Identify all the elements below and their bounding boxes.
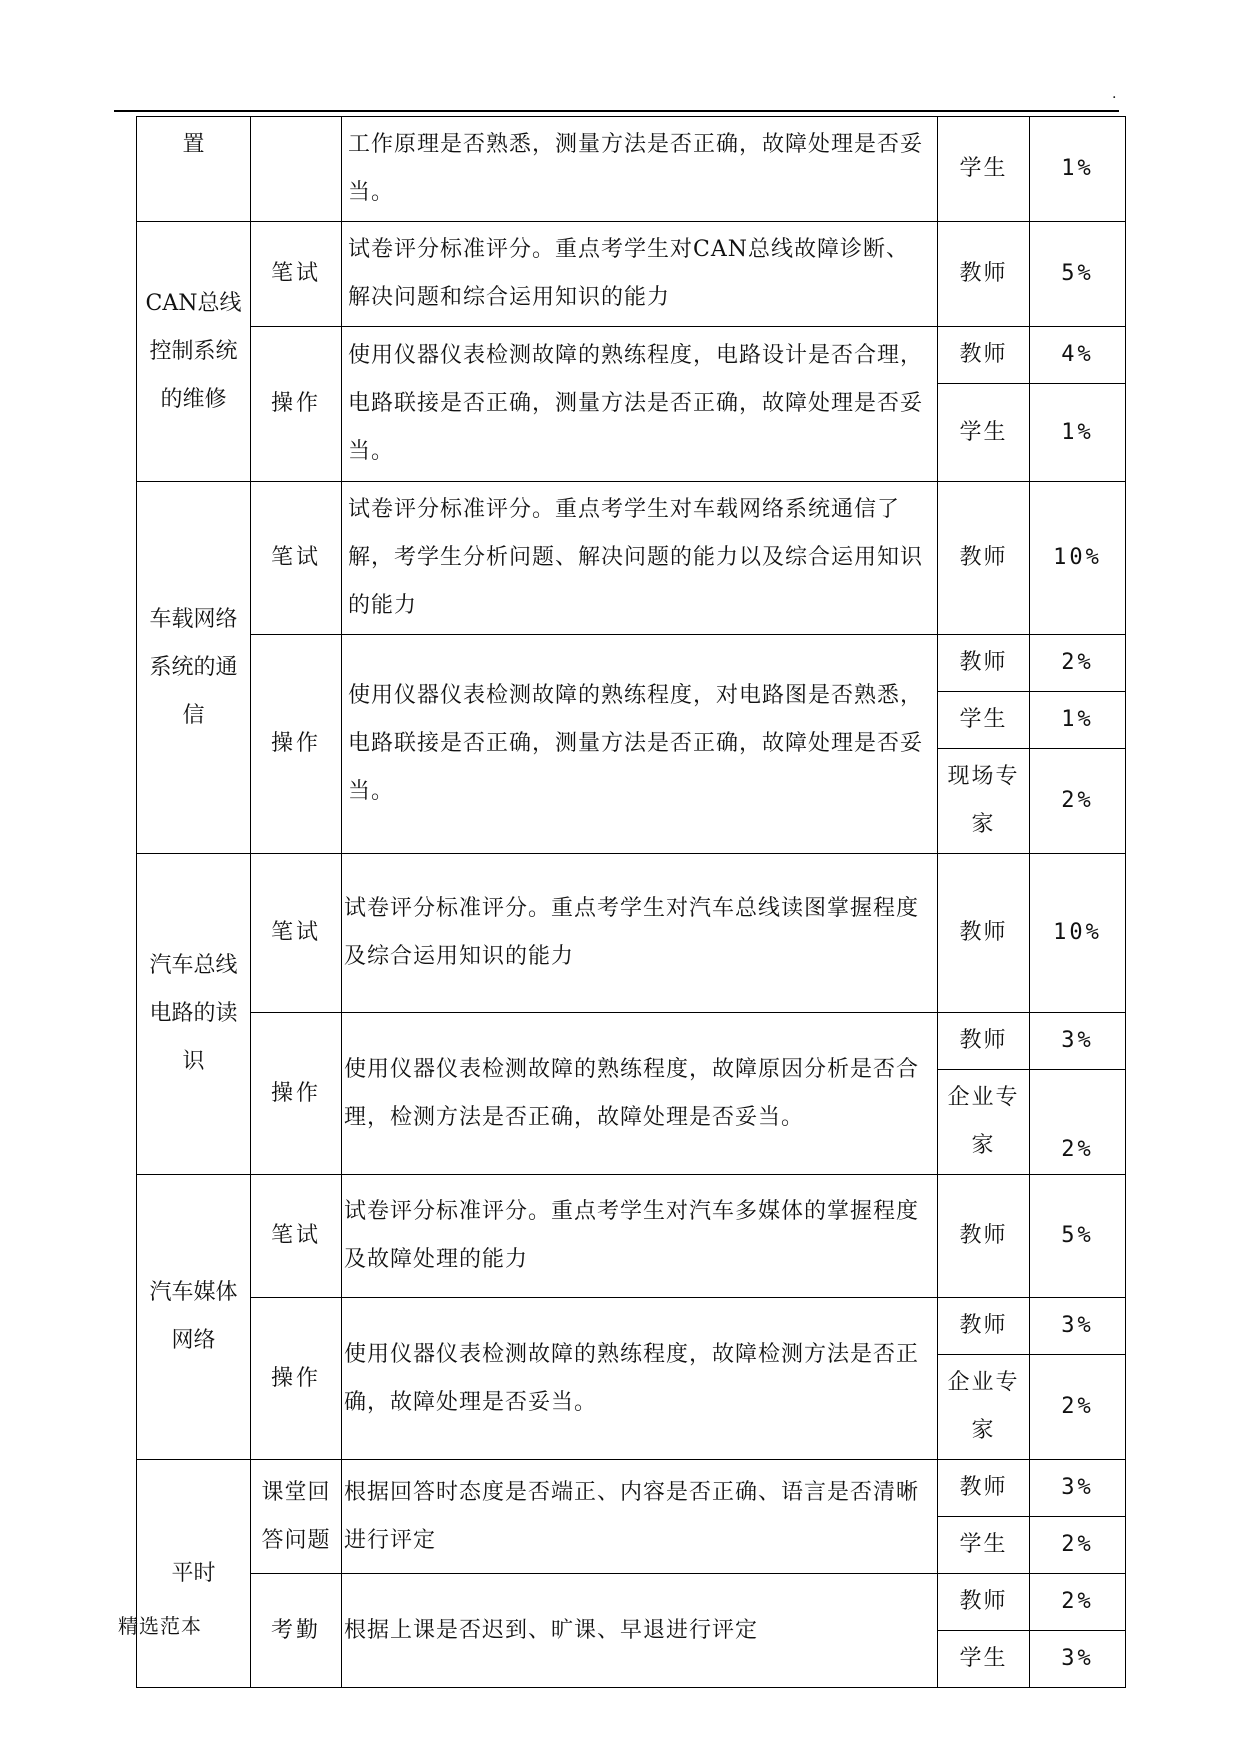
evaluator-cell: 企业专家: [938, 1355, 1030, 1460]
evaluator-cell: 学生: [938, 384, 1030, 482]
weight-cell: 3%: [1030, 1460, 1126, 1517]
evaluator-cell: 教师: [938, 854, 1030, 1013]
table-row: [137, 482, 1126, 635]
criteria-cell: 试卷评分标准评分。重点考学生对汽车总线读图掌握程度及综合运用知识的能力: [342, 854, 938, 1013]
table-row: [137, 117, 1126, 222]
weight-cell: 3%: [1030, 1631, 1126, 1688]
weight-cell: 1%: [1030, 117, 1126, 222]
evaluator-cell: 教师: [938, 222, 1030, 327]
weight-cell: 4%: [1030, 327, 1126, 384]
weight-cell: 2%: [1030, 749, 1126, 854]
weight-cell: 2%: [1030, 1070, 1126, 1175]
weight-cell: 2%: [1030, 1517, 1126, 1574]
criteria-cell: 工作原理是否熟悉，测量方法是否正确，故障处理是否妥当。: [342, 117, 938, 222]
weight-cell: 5%: [1030, 222, 1126, 327]
evaluator-cell: 教师: [938, 1298, 1030, 1355]
table-row: [137, 1574, 1126, 1631]
section-cell: 汽车媒体网络: [137, 1175, 251, 1460]
evaluator-cell: 学生: [938, 692, 1030, 749]
weight-cell: 2%: [1030, 1355, 1126, 1460]
type-cell: 操作: [251, 327, 342, 482]
weight-cell: 1%: [1030, 692, 1126, 749]
type-cell: 操作: [251, 635, 342, 854]
header-rule: [114, 110, 1119, 112]
criteria-cell: 试卷评分标准评分。重点考学生对车载网络系统通信了解，考学生分析问题、解决问题的能力以及综合运用知识的能力: [342, 482, 938, 635]
evaluator-cell: 教师: [938, 1013, 1030, 1070]
weight-cell: 2%: [1030, 1574, 1126, 1631]
type-cell: 笔试: [251, 1175, 342, 1298]
assessment-table: [136, 116, 1126, 1688]
corner-mark: .: [1112, 86, 1117, 102]
weight-cell: 10%: [1030, 854, 1126, 1013]
type-cell: 课堂回答问题: [251, 1460, 342, 1574]
section-cell: 车载网络系统的通信: [137, 482, 251, 854]
type-cell: 笔试: [251, 482, 342, 635]
evaluator-cell: 教师: [938, 1460, 1030, 1517]
type-cell: 操作: [251, 1013, 342, 1175]
table-row: [137, 1298, 1126, 1355]
type-cell: 操作: [251, 1298, 342, 1460]
criteria-cell: 试卷评分标准评分。重点考学生对CAN总线故障诊断、解决问题和综合运用知识的能力: [342, 222, 938, 327]
evaluator-cell: 教师: [938, 635, 1030, 692]
table-row: [137, 635, 1126, 692]
weight-cell: 3%: [1030, 1013, 1126, 1070]
criteria-cell: 根据回答时态度是否端正、内容是否正确、语言是否清晰进行评定: [342, 1460, 938, 1574]
weight-cell: 2%: [1030, 635, 1126, 692]
type-cell: 考勤: [251, 1574, 342, 1688]
criteria-cell: 根据上课是否迟到、旷课、早退进行评定: [342, 1574, 938, 1688]
weight-cell: 1%: [1030, 384, 1126, 482]
criteria-cell: 使用仪器仪表检测故障的熟练程度，故障原因分析是否合理，检测方法是否正确，故障处理是否妥当。: [342, 1013, 938, 1175]
criteria-cell: 使用仪器仪表检测故障的熟练程度，电路设计是否合理，电路联接是否正确，测量方法是否正确，故障处理是否妥当。: [342, 327, 938, 482]
criteria-cell: 试卷评分标准评分。重点考学生对汽车多媒体的掌握程度及故障处理的能力: [342, 1175, 938, 1298]
type-cell: 笔试: [251, 222, 342, 327]
table-row: [137, 854, 1126, 1013]
table-row: [137, 222, 1126, 327]
table-row: [137, 1460, 1126, 1517]
evaluator-cell: 学生: [938, 117, 1030, 222]
evaluator-cell: 学生: [938, 1631, 1030, 1688]
evaluator-cell: 现场专家: [938, 749, 1030, 854]
evaluator-cell: 教师: [938, 482, 1030, 635]
section-cell: 置: [137, 117, 251, 222]
table-row: [137, 327, 1126, 384]
section-cell: 汽车总线电路的读识: [137, 854, 251, 1175]
weight-cell: 3%: [1030, 1298, 1126, 1355]
table-row: [137, 1175, 1126, 1298]
section-cell: CAN总线控制系统的维修: [137, 222, 251, 482]
page-footer: 精选范本: [118, 1614, 202, 1638]
evaluator-cell: 教师: [938, 1175, 1030, 1298]
weight-cell: 10%: [1030, 482, 1126, 635]
table-row: [137, 1013, 1126, 1070]
type-cell: [251, 117, 342, 222]
evaluator-cell: 教师: [938, 1574, 1030, 1631]
evaluator-cell: 教师: [938, 327, 1030, 384]
section-cell: 平时: [137, 1460, 251, 1688]
evaluator-cell: 企业专家: [938, 1070, 1030, 1175]
type-cell: 笔试: [251, 854, 342, 1013]
criteria-cell: 使用仪器仪表检测故障的熟练程度，故障检测方法是否正确，故障处理是否妥当。: [342, 1298, 938, 1460]
criteria-cell: 使用仪器仪表检测故障的熟练程度，对电路图是否熟悉，电路联接是否正确，测量方法是否正确，故障处理是否妥当。: [342, 635, 938, 854]
weight-cell: 5%: [1030, 1175, 1126, 1298]
evaluator-cell: 学生: [938, 1517, 1030, 1574]
